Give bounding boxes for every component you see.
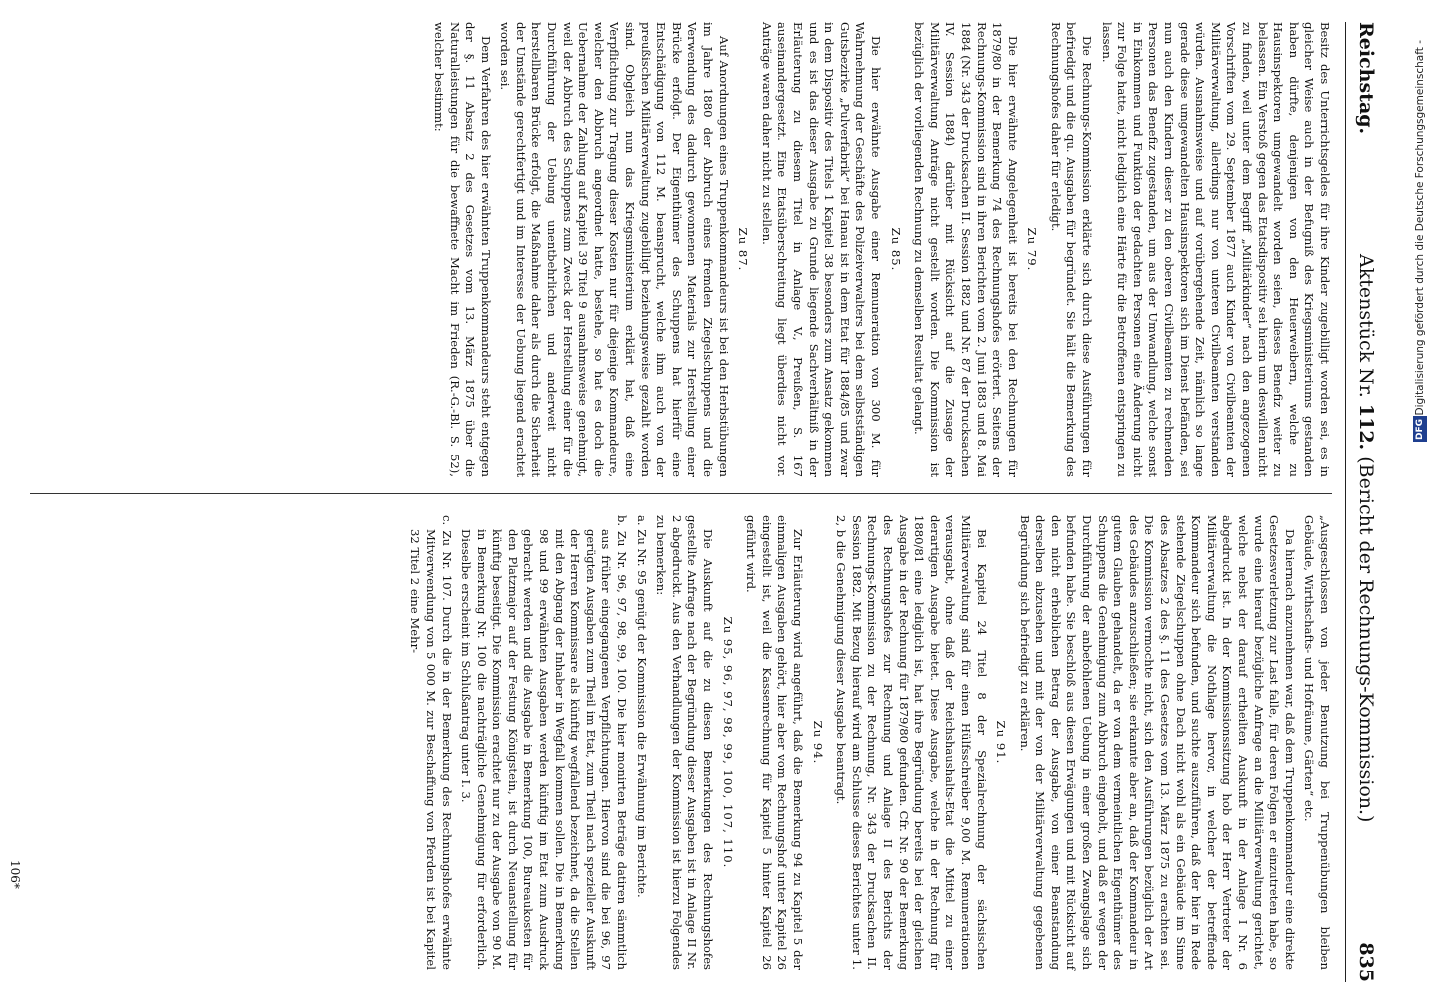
paragraph: Zur Erläuterung wird angeführt, daß die Bemerkung 94 zu Kapitel 5 der einmaligen Ausgaben gehört, hier aber vom Rechnungshof unter Kapitel 26 eingestellt ist, weil die Kassenrechnung für Kapitel 5 hinter Kapitel 26 geführt wird. <box>744 515 805 970</box>
signature-mark: 106* <box>8 860 22 889</box>
list-item: a. Zu Nr. 95 genügt der Kommission die Erwähnung im Berichte. <box>634 515 649 898</box>
header-title <box>1355 254 1377 822</box>
page-header <box>1345 22 1386 982</box>
paragraph: „Ausgeschlossen von jeder Benutzung bei Truppenübungen bleiben Gebäude, Wirthschafts- und Hofräume, Gärten“ etc. <box>1302 515 1332 970</box>
section-heading: Zu 94. <box>810 720 825 765</box>
section-heading: Zu 87. <box>736 227 751 272</box>
header-title-number: 112. <box>1355 403 1377 451</box>
paragraph: Die Auskunft auf die zu diesen Bemerkungen des Rechnungshofes gestellte Anfrage nach der Begründung dieser Ausgaben ist in Anlage II Nr. 2 abgedruckt. Aus den Verhandlungen der Kommission ist hierzu Folgendes zu bemerken: <box>654 515 716 970</box>
section-heading: Zu 91. <box>994 720 1009 765</box>
section-heading: Zu 95, 96, 97, 98, 99, 100, 107, 110. <box>720 616 735 869</box>
list-item: b. Zu Nr. 96, 97, 98, 99, 100. Die hier monirten Beträge datiren sämmtlich aus früher eingegangenen Verpflichtungen. Hiervon sind die bei 96, 97 gerügten Ausgaben zum Theil im Etat, zum Theil nach spezieller Auskunft der Herren Kommissare als künftig wegfallend bezeichnet, da die Stellen mit den Abgang der Inhaber in Wegfall kommen sollen. Die in Bemerkung 98 und 99 erwähnten Ausgaben werden künftig im Etat zum Ausdruck gebracht werden und die Ausgabe in Bemerkung 100, Bureaukosten für den Platzmajor auf der Festung Königstein, ist durch Neuanstellung für künftig beseitigt. Die Kommission erachtet nur zu der Ausgabe von 90 M. in Bemerkung Nr. 100 die nachträgliche Genehmigung für erforderlich. Dieselbe erscheint im Schlußantrag unter I. 3. <box>459 515 630 970</box>
header-title-suffix: (Bericht der Rechnungs-Kommission.) <box>1355 456 1377 823</box>
credit-text: Digitalisierung gefördert durch die Deutsche Forschungsgemeinschaft - <box>1414 40 1426 416</box>
paragraph: Die hier erwähnte Angelegenheit ist bereits bei den Rechnungen für 1879/80 in der Bemerkung 74 des Rechnungshofes erörtert. Seitens der Rechnungs-Kommission sind in ihren Berichten vom 2. Juni 1883 und 8. Mai 1884 (Nr. 343 der Drucksachen II. Session 1882 und Nr. 87 der Drucksachen IV. Session 1884) darüber mit Rücksicht auf die Zusage der Militärverwaltung Anträge nicht gestellt worden. Die Kommission ist bezüglich der vorliegenden Rechnung zu demselben Resultat gelangt. <box>912 22 1020 477</box>
paragraph: Auf Anordnungen eines Truppenkommandeurs ist bei den Herbstübungen im Jahre 1880 der Abbruch eines fremden Ziegelschuppens und die Verwendung des dadurch gewonnenen Materials zur Herstellung einer Brücke erfolgt. Der Eigenthümer des Schuppens hat hierfür eine Entschädigung von 112 M. beansprucht, welche ihm auch von der preußischen Militärverwaltung zugebilligt beziehungsweise gezahlt worden sind. Obgleich nun das Kriegsministerium erklärt hat, daß eine Verpflichtung zur Tragung dieser Kosten nur für diejenige Kommandeure, welcher den Abbruch angeordnet hatte, bestehe, so hat es doch die Uebernahme der Zahlung auf Kapitel 39 Titel 9 ausnahmsweise genehmigt, weil der Abbruch des Schuppens zum Zweck der Herstellung einer für die Durchführung der Uebung unentbehrlichen und anderweit nicht herstellbaren Brücke erfolgt, die Maßnahme daher als durch die Sicherheit der Umstände gerechtfertigt und im Interesse der Uebung liegend erachtet worden sei. <box>498 22 731 477</box>
section-heading: Zu 79. <box>1025 227 1040 272</box>
digitization-credit <box>1412 40 1428 720</box>
paragraph: Die Rechnungs-Kommission erklärte sich durch diese Ausführungen für befriedigt und die qu. Ausgaben für begründet. Sie hält die Bemerkung des Rechnungshofes daher für erledigt. <box>1048 22 1095 477</box>
paragraph: Bei Kapitel 24 Titel 8 der Spezialrechnung der sächsischen Militärverwaltung sind für einen Hülfsschreiber 9,00 M. Remunerationen verausgabt, ohne daß der Reichshaushalts-Etat die Mittel zu einer derartigen Ausgabe bietet. Diese Ausgabe, welche in der Rechnung für 1880/81 eine lediglich ist, hat ihre Begründung bereits bei der gleichen Ausgabe in der Rechnung für 1879/80 gefunden. Cfr. Nr. 90 der Bemerkung des Rechnungshofes zur Rechnung und Anlage II des Berichts der Rechnungs-Kommission zu der Rechnung, Nr. 343 der Drucksachen II. Session 1882. Mit Bezug hierauf wird am Schlusse dieses Berichtes unter 1. 2, b die Genehmigung dieser Ausgabe beantragt. <box>834 515 989 970</box>
header-title-prefix: Aktenstück Nr. <box>1355 254 1377 398</box>
page-number: 835 <box>1355 942 1377 982</box>
right-column <box>30 515 1332 970</box>
list-item: c. Zu Nr. 107. Durch die in der Bemerkung des Rechnungshofes erwähnte Mitverwendung von 5 000 M. zur Beschaffung von Pferden ist bei Kapitel 32 Titel 2 eine Mehr- <box>408 515 454 970</box>
paragraph: Besitz des Unterrichtsgeldes für ihre Kinder zugebilligt worden sei, es in gleicher Weise auch in der Befugniß des Kriegsministeriums gestanden haben dürfte, denjenigen von den Heuerweibern, welche zu Hausinspektoren umgewandelt worden seien, dieses Benefiz weiter zu belassen. Ein Verstoß gegen das Etatsdispositiv sei hierin um deswillen nicht zu finden, weil unter dem Begriff „Militärkinder“ nach den angezogenen Vorschriften vom 29. September 1877 auch Kinder von Civilbeamten der Militärverwaltung, allerdings nur von unteren Civilbeamten verstanden würden. Ausnahmsweise und auf vorübergehende Zeit, nämlich so lange gerade diese umgewandelten Hausinspektoren sich im Dienst befänden, sei nun auch den Kindern dieser zu den oberen Civilbeamten zu rechnenden Personen das Benefiz zugestanden, um aus der Umwandlung, welche sonst in Einkommen und Funktion der gedachten Personen eine Änderung nicht zur Folge hatte, nicht lediglich eine Härte für die Betroffenen entspringen zu lassen. <box>1099 22 1332 477</box>
paragraph: Dem Verfahren des hier erwähnten Truppenkommandeurs steht entgegen der §. 11 Absatz 2 des Gesetzes vom 13. März 1875 über die Naturalleistungen für die bewaffnete Macht im Frieden (R.-G.-Bl. S. 52), welcher bestimmt: <box>431 22 493 477</box>
section-heading: Zu 85. <box>888 227 903 272</box>
dfg-logo-icon: DFG <box>1413 416 1427 442</box>
paragraph: Die hier erwähnte Ausgabe einer Remuneration von 300 M. für Wahrnehmung der Geschäfte des Polizeiverwalters bei dem selbstständigen Gutsbezirke „Pulverfabrik“ bei Hanau ist in dem Etat für 1884/85 und zwar in dem Dispositiv des Titels 1 Kapitel 38 besonders zum Ansatz gekommen und es ist das dieser Ausgabe zu Grunde liegende Sachverhältniß in der Erläuterung zu diesem Titel in Anlage V., Preußen, S. 167 auseinandergesetzt. Eine Etatsüberschreitung liegt überdies nicht vor. Anträge waren daher nicht zu stellen. <box>759 22 883 477</box>
left-column <box>30 22 1332 494</box>
header-left: Reichstag. <box>1355 22 1377 135</box>
paragraph: Da hiernach anzunehmen war, daß dem Truppenkommandeur eine direkte Gesetzesverletzung zur Last falle, für deren Folgen er einzutreten habe, so wurde eine hierauf bezügliche Anfrage an die Militärverwaltung gerichtet, welche nebst der darauf ertheilten Auskunft in der Anlage I Nr. 6 abgedruckt ist. In der Kommissionssitzung hob der Herr Vertreter der Militärverwaltung die Nothlage hervor, in welcher der betreffende Kommandeur sich befunden, und suchte auszuführen, daß der hier in Rede stehende Ziegelschuppen ohne Dach nicht wohl als ein Gebäude im Sinne des Absatzes 2 des §. 11 des Gesetzes vom 13. März 1875 zu erachten sei. Die Kommission vermochte nicht, sich den Ausführungen bezüglich der Art des Gebäudes anzuschließen; sie erkannte aber an, daß der Kommandeur in gutem Glauben gehandelt, da er von dem vermeintlichen Eigenthümer des Schuppens die Genehmigung zum Abbruch eingeholt, und daß er wegen der Durchführung der anbefohlenen Uebung in einer großen Zwangslage sich befunden habe. Sie beschloß aus diesen Erwägungen und mit Rücksicht auf den nicht erheblichen Betrag der Ausgabe, von einer Beanstandung derselben abzusehen und mit der von der Militärverwaltung gegebenen Begründung sich befriedigt zu erklären. <box>1017 515 1297 970</box>
